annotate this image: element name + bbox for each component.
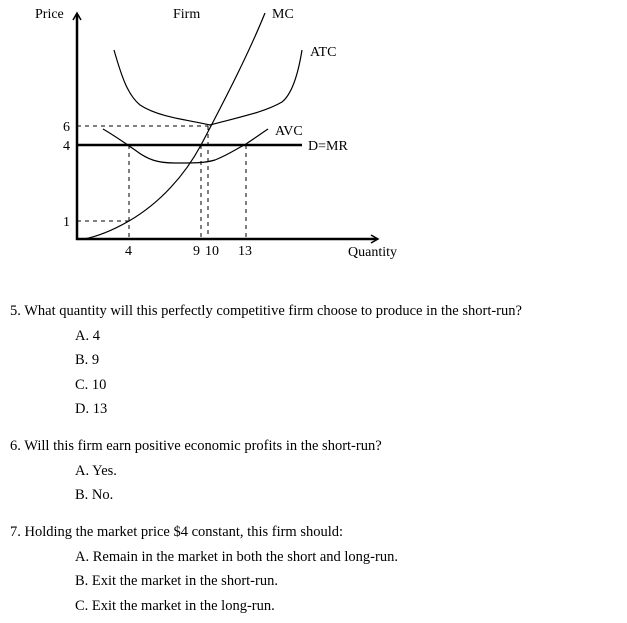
x-tick-10: 10 (205, 244, 219, 259)
x-tick-13: 13 (238, 244, 252, 259)
option: B. 9 (75, 352, 100, 368)
question-number: 5. (10, 303, 21, 319)
option: B. No. (75, 487, 114, 503)
dmr-label: D=MR (308, 139, 348, 154)
avc-label: AVC (275, 124, 303, 139)
option: A. Remain in the market in both the short and long-run. (75, 549, 398, 565)
question-number: 6. (10, 438, 21, 454)
question-6 (10, 438, 382, 455)
x-axis-label: Quantity (348, 245, 397, 260)
mc-label: MC (272, 7, 294, 22)
y-tick-6: 6 (63, 120, 70, 135)
y-tick-4: 4 (63, 139, 70, 154)
firm-cost-diagram (0, 0, 420, 270)
option: A. Yes. (75, 463, 117, 479)
x-tick-4: 4 (125, 244, 132, 259)
option: C. 10 (75, 377, 107, 393)
option: C. Exit the market in the long-run. (75, 598, 275, 614)
atc-curve (114, 50, 302, 125)
chart-title: Firm (173, 7, 201, 22)
option: A. 4 (75, 328, 100, 344)
atc-label: ATC (310, 45, 337, 60)
question-7 (10, 524, 343, 541)
question-5 (10, 303, 522, 320)
y-tick-1: 1 (63, 215, 70, 230)
option: B. Exit the market in the short-run. (75, 573, 278, 589)
option: D. 13 (75, 401, 108, 417)
question-text: Holding the market price $4 constant, this firm should: (24, 524, 344, 540)
question-text: Will this firm earn positive economic profits in the short-run? (24, 438, 382, 454)
question-number: 7. (10, 524, 21, 540)
x-tick-9: 9 (193, 244, 200, 259)
question-text: What quantity will this perfectly competitive firm choose to produce in the short-run? (24, 303, 522, 319)
y-axis-label: Price (35, 7, 64, 22)
